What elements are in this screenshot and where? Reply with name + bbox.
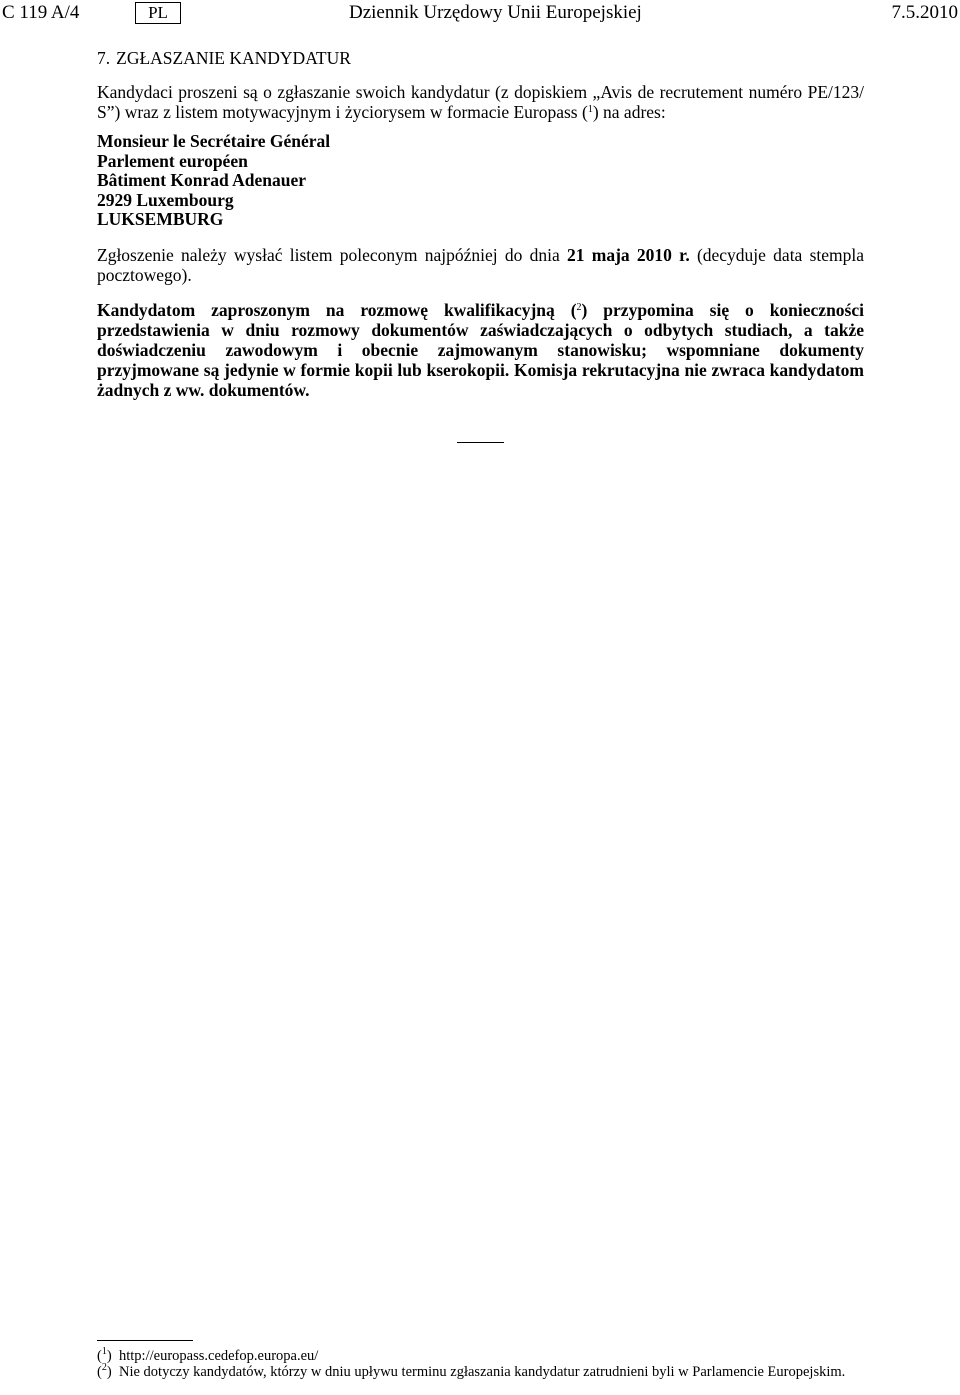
journal-reference: C 119 A/4 [2, 2, 80, 23]
footnote-link-europass[interactable]: http://europass.cedefop.europa.eu/ [119, 1348, 319, 1364]
language-badge: PL [135, 2, 181, 24]
deadline-date: 21 maja 2010 r. [567, 244, 690, 265]
address-line: Parlement européen [97, 150, 248, 171]
footnote-rule [97, 1340, 193, 1341]
publication-date: 7.5.2010 [891, 2, 958, 23]
paragraph-text: Zgłoszenie należy wysłać listem poleconym najpóźniej do dnia [97, 244, 568, 265]
paragraph-text: ) na adres: [592, 102, 666, 122]
footnotes [97, 1348, 864, 1380]
paragraph-application-instructions [97, 82, 864, 122]
paragraph-text: Kandydaci proszeni są o zgłaszanie swoich kandydatur (z dopiskiem „Avis de recrutement numéro PE/123/ S”) wraz z listem motywacyjnym i życiorysem w formacie Europass ( [97, 82, 864, 122]
paragraph-text: (decyduje data stempla pocztowego). [97, 244, 864, 285]
footnote-mark: ($^1$) [97, 1346, 112, 1364]
postal-address [97, 132, 864, 230]
address-line: LUKSEMBURG [97, 209, 224, 229]
section-heading [97, 48, 864, 68]
section-number: 7. [97, 48, 111, 68]
footnote-ref-1[interactable]: 1 [587, 104, 593, 115]
paragraph-text: ) przypomina się o konieczności przedstawienia w dniu rozmowy dokumentów zaświadczających o odbytych studiach, a także doświadczeniu zawodowym i obecnie zajmowanym stanowisku; wspomniane dokumenty przyjmowane są jedynie w formie kopii lub kserokopii. Komisja rekrutacyjna nie zwraca kandydatom żadnych z ww. dokumentów. [97, 299, 864, 400]
address-line: Monsieur le Secrétaire Général [97, 131, 331, 151]
address-line: Bâtiment Konrad Adenauer [97, 170, 307, 190]
paragraph-deadline [97, 245, 864, 285]
paragraph-text: Kandydatom zaproszonym na rozmowę kwalifikacyjną ( [97, 299, 577, 320]
footnote-2 [97, 1364, 864, 1380]
section-separator [457, 442, 504, 443]
footnote-1 [97, 1348, 864, 1364]
page-header [0, 0, 960, 30]
document-body [97, 48, 864, 400]
footnote-mark: ($^2$) [97, 1362, 112, 1380]
journal-title: Dziennik Urzędowy Unii Europejskiej [349, 2, 642, 23]
section-title: ZGŁASZANIE KANDYDATUR [116, 48, 351, 68]
footnote-ref-2[interactable]: 2 [576, 301, 582, 313]
address-line: 2929 Luxembourg [97, 189, 234, 210]
footnote-text: Nie dotyczy kandydatów, którzy w dniu upływu terminu zgłaszania kandydatur zatrudnieni byli w Parlamencie Europejskim. [119, 1364, 846, 1380]
paragraph-interview-documents [97, 300, 864, 400]
